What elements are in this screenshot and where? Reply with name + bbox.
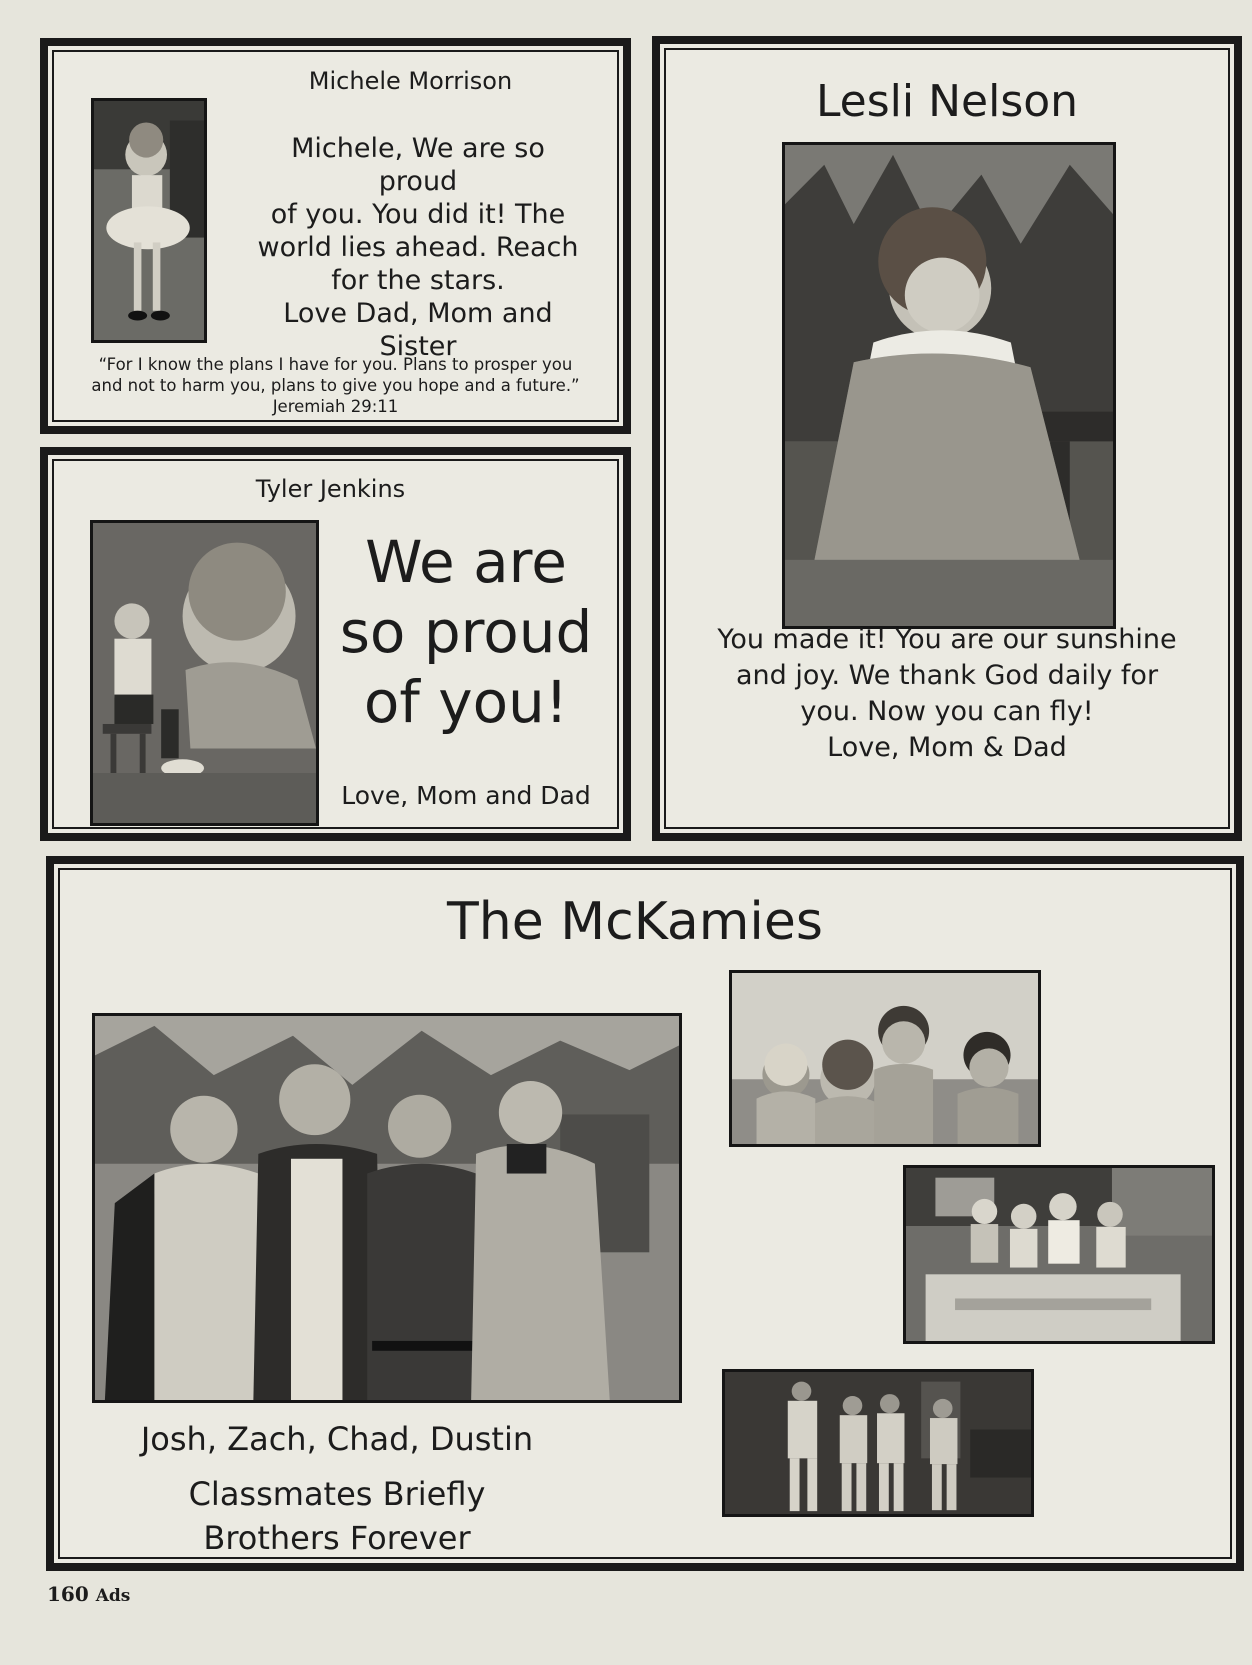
four-brothers-group-photo: [92, 1013, 682, 1403]
ad-name: Lesli Nelson: [815, 76, 1079, 127]
ad-message: [670, 622, 1224, 766]
ad-michele-morrison: [40, 38, 631, 434]
ad-message: [248, 132, 588, 363]
message-line: you. Now you can fly!: [800, 696, 1094, 727]
message-line: Love, Mom & Dad: [827, 732, 1067, 763]
message-line: Michele, We are so proud: [291, 133, 545, 197]
section-name: Ads: [95, 1586, 131, 1606]
message-line: Love Dad, Mom and Sister: [283, 298, 553, 362]
bible-verse: [48, 354, 623, 417]
headline-line: so proud: [339, 598, 593, 666]
verse-line: “For I know the plans I have for you. Plans to prosper you: [98, 355, 573, 374]
ad-tyler-jenkins: [40, 447, 631, 841]
signoff: Love, Mom and Dad: [341, 781, 591, 810]
boys-on-steps-photo: [903, 1165, 1215, 1344]
ad-name: Tyler Jenkins: [255, 475, 406, 503]
verse-line: and not to harm you, plans to give you hope and a future.”: [91, 376, 580, 395]
boys-in-pool-photo: [729, 970, 1041, 1147]
brothers-names: Josh, Zach, Chad, Dustin: [140, 1420, 534, 1458]
ad-name: Michele Morrison: [308, 67, 513, 95]
ad-lesli-nelson: [652, 36, 1242, 841]
page-number: 160: [47, 1582, 89, 1606]
toddler-ballerina-photo: [91, 98, 207, 343]
verse-line: Jeremiah 29:11: [272, 397, 399, 416]
girl-portrait-photo: [782, 142, 1116, 629]
page-folio: [47, 1582, 130, 1606]
tagline: [92, 1472, 582, 1560]
headline-line: We are: [365, 528, 567, 596]
tagline-line: Brothers Forever: [203, 1519, 471, 1557]
message-line: and joy. We thank God daily for: [735, 660, 1159, 691]
message-line: You made it! You are our sunshine: [717, 624, 1177, 655]
karate-uniforms-photo: [722, 1369, 1034, 1517]
toddler-portrait-photo: [90, 520, 319, 826]
message-line: of you. You did it! The: [270, 199, 566, 230]
message-line: world lies ahead. Reach: [257, 232, 579, 263]
headline-line: of you!: [363, 668, 569, 736]
message-line: for the stars.: [331, 265, 505, 296]
headline: [316, 527, 616, 737]
tagline-line: Classmates Briefly: [188, 1475, 486, 1513]
ad-the-mckamies: [46, 856, 1244, 1571]
ad-title: The McKamies: [447, 892, 823, 952]
